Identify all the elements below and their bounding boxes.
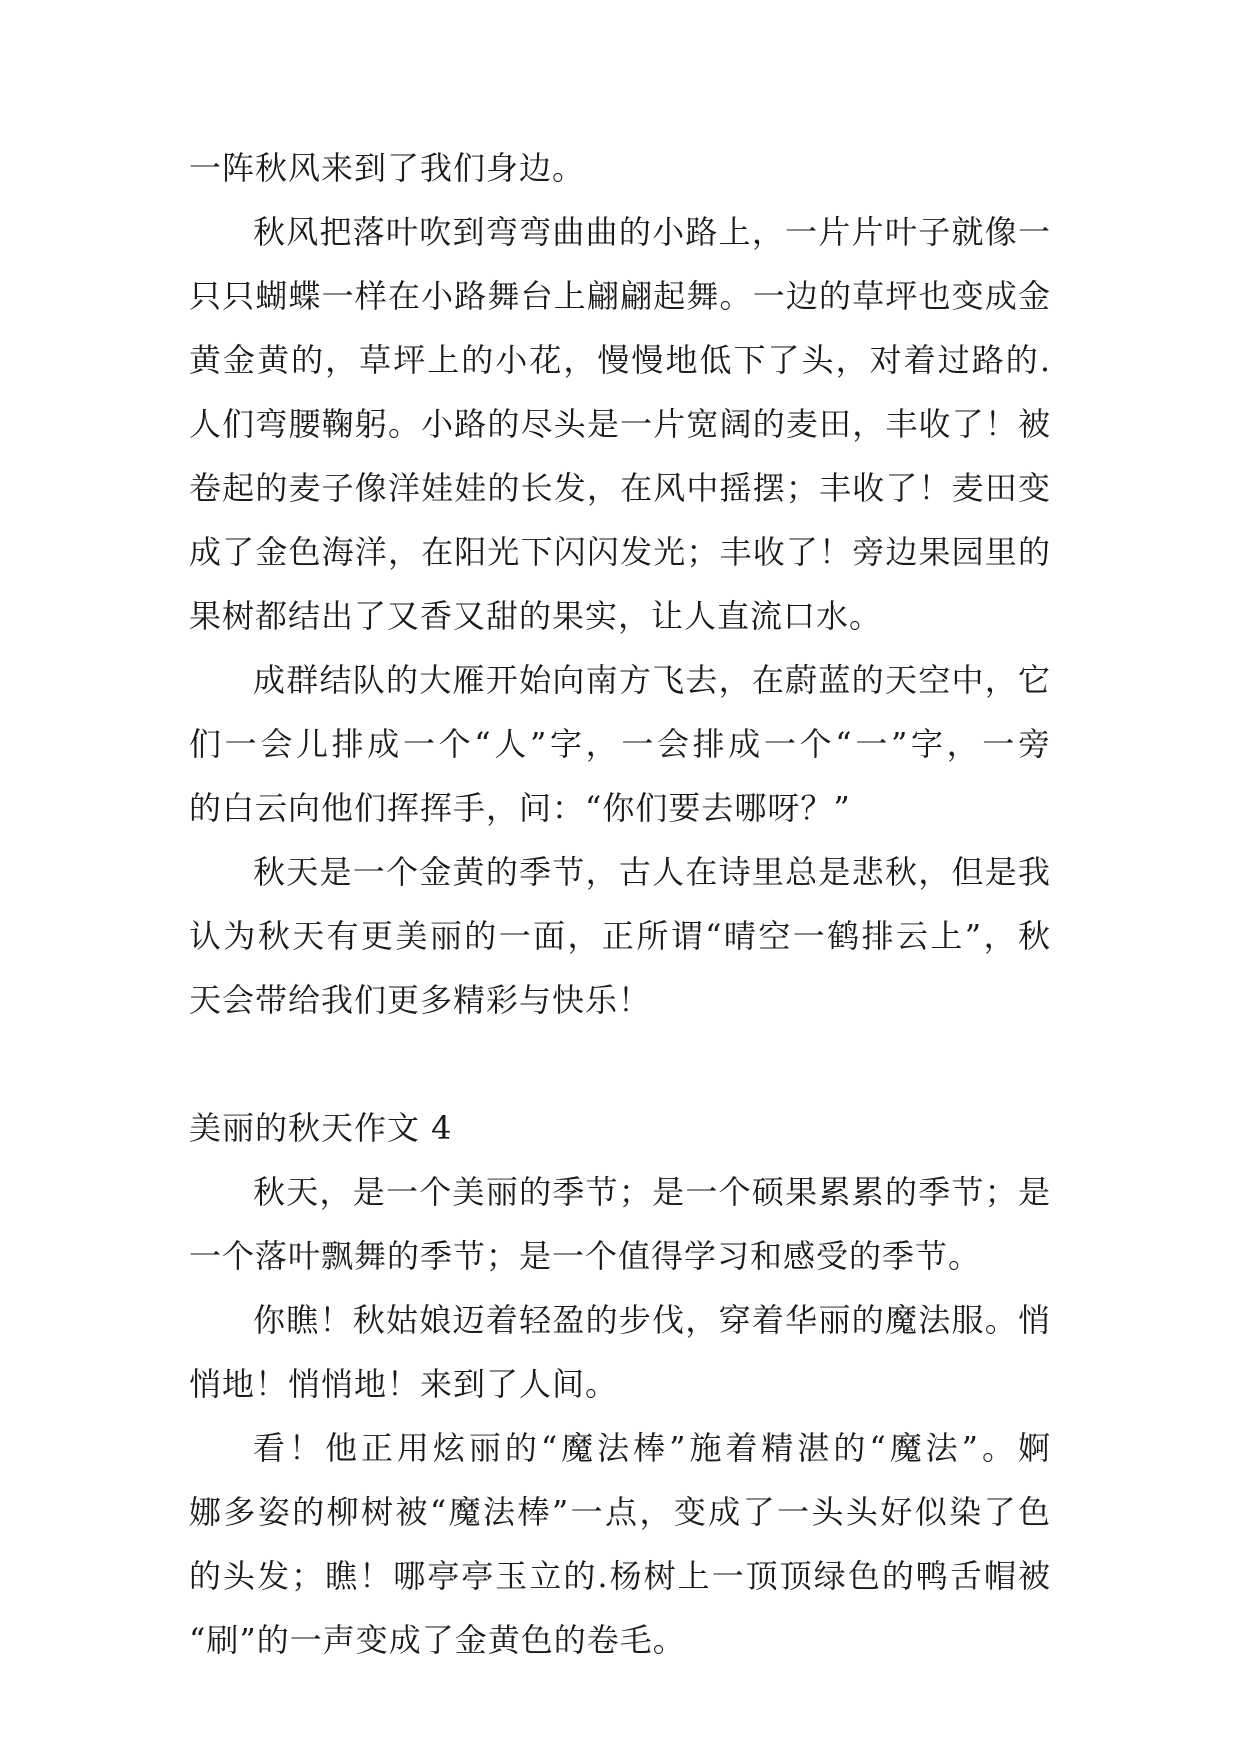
paragraph-golden-season [189,840,1051,1032]
text-line: 的白云向他们挥挥手，问：“你们要去哪呀？” [189,789,851,827]
text-line: 成群结队的大雁开始向南方飞去，在蔚蓝的天空中，它 [253,661,1051,699]
text-line: 秋天是一个金黄的季节，古人在诗里总是悲秋，但是我 [253,853,1051,891]
text-line: 天会带给我们更多精彩与快乐！ [189,981,652,1019]
text-line: 卷起的麦子像洋娃娃的长发，在风中摇摆；丰收了！麦田变 [189,469,1051,507]
essay-title: 美丽的秋天作文 4 [189,1109,453,1147]
paragraph-opening [189,136,1051,200]
paragraph-wild-geese [189,648,1051,840]
text-line: 一个落叶飘舞的季节；是一个值得学习和感受的季节。 [189,1237,982,1275]
paragraph-beautiful-season [189,1160,1051,1288]
text-line: 们一会儿排成一个“人”字，一会排成一个“一”字，一旁 [189,725,1051,763]
text-line: 秋天，是一个美丽的季节；是一个硕果累累的季节；是 [253,1173,1051,1211]
paragraph-autumn-girl [189,1288,1051,1416]
document-body [189,136,1051,1672]
paragraph-autumn-wind [189,200,1051,648]
text-line: 秋风把落叶吹到弯弯曲曲的小路上，一片片叶子就像一 [253,213,1051,251]
text-line: 认为秋天有更美丽的一面，正所谓“晴空一鹤排云上”，秋 [189,917,1051,955]
text-line: 的头发；瞧！哪亭亭玉立的.杨树上一顶顶绿色的鸭舌帽被 [189,1557,1051,1595]
text-line: 人们弯腰鞠躬。小路的尽头是一片宽阔的麦田，丰收了！被 [189,405,1051,443]
text-line: 成了金色海洋，在阳光下闪闪发光；丰收了！旁边果园里的 [189,533,1051,571]
text-line: 你瞧！秋姑娘迈着轻盈的步伐，穿着华丽的魔法服。悄 [253,1301,1051,1339]
text-line: “刷”的一声变成了金黄色的卷毛。 [189,1621,686,1659]
text-line: 一阵秋风来到了我们身边。 [189,149,586,187]
text-line: 黄金黄的，草坪上的小花，慢慢地低下了头，对着过路的. [189,341,1051,379]
text-line: 看！他正用炫丽的“魔法棒”施着精湛的“魔法”。婀 [253,1429,1051,1467]
text-line: 果树都结出了又香又甜的果实，让人直流口水。 [189,597,883,635]
text-line: 娜多姿的柳树被“魔法棒”一点，变成了一头头好似染了色 [189,1493,1051,1531]
section-gap [189,1032,1051,1096]
text-line: 只只蝴蝶一样在小路舞台上翩翩起舞。一边的草坪也变成金 [189,277,1051,315]
text-line: 悄地！悄悄地！来到了人间。 [189,1365,619,1403]
paragraph-magic-wand [189,1416,1051,1672]
